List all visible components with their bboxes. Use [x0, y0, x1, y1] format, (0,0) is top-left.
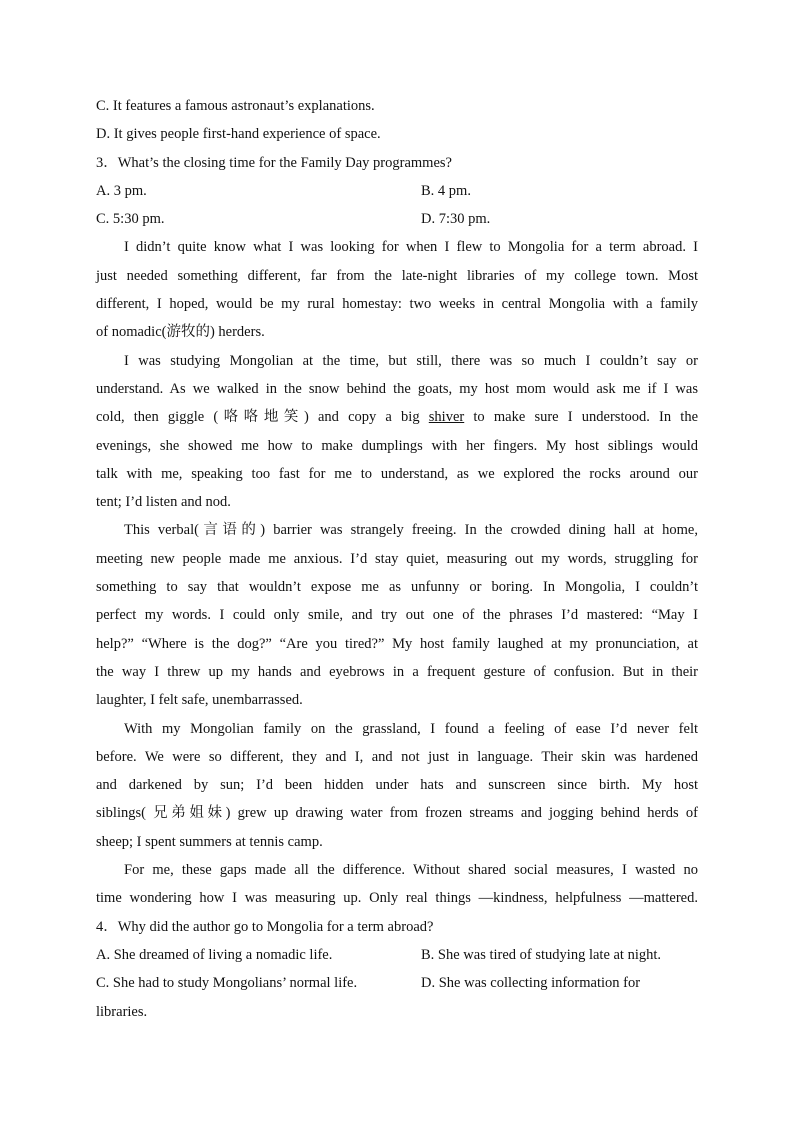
q4-options-row-1: [96, 941, 698, 969]
underlined-word: shiver: [428, 409, 465, 426]
passage-line: of nomadic(游牧的) herders.: [96, 324, 265, 341]
passage-line: With my Mongolian family on the grassland, I found a feeling of ease I’d never felt: [124, 720, 698, 737]
passage-line: tent; I’d listen and nod.: [96, 494, 231, 511]
passage-text: cold, then giggle (咯咯地笑) and copy a big: [96, 409, 420, 426]
passage-line: talk with me, speaking too fast for me to understand, as we explored the rocks around our: [96, 465, 698, 482]
q3-options-row-1: [96, 177, 698, 205]
passage-paragraph-5: [96, 856, 698, 913]
passage-line: the way I threw up my hands and eyebrows in a frequent gesture of confusion. But in their: [96, 663, 698, 680]
passage-line: meeting new people made me anxious. I’d stay quiet, measuring out my words, struggling for: [96, 550, 698, 567]
passage-line: evenings, she showed me how to make dumplings with her fingers. My host siblings would: [96, 437, 698, 454]
q3-option-c: C. 5:30 pm.: [96, 211, 165, 228]
passage-line: laughter, I felt safe, unembarrassed.: [96, 692, 303, 709]
q4-option-a: A. She dreamed of living a nomadic life.: [96, 946, 333, 963]
passage-line: just needed something different, far from the late-night libraries of my college town. Most: [96, 267, 698, 284]
q4-option-d: D. She was collecting information for: [421, 975, 641, 992]
passage-line: siblings( 兄弟姐妹) grew up drawing water from frozen streams and jogging behind herds of: [96, 805, 698, 822]
passage-line: different, I hoped, would be my rural homestay: two weeks in central Mongolia with a family: [96, 296, 698, 313]
passage-line: This verbal(言语的) barrier was strangely freeing. In the crowded dining hall at home,: [124, 522, 698, 539]
q4-option-b: B. She was tired of studying late at night.: [421, 946, 662, 963]
exam-page: [96, 92, 698, 1026]
q3-option-d: D. 7:30 pm.: [421, 211, 491, 228]
passage-line: time wondering how I was measuring up. Only real things —kindness, helpfulness —mattered.: [96, 890, 698, 907]
passage-line: and darkened by sun; I’d been hidden under hats and sunscreen since birth. My host: [96, 777, 698, 794]
passage-text: to make sure I understood. In the: [464, 409, 699, 426]
passage-line-with-underline: [96, 403, 698, 431]
passage-line: I didn’t quite know what I was looking for when I flew to Mongolia for a term abroad. I: [124, 239, 698, 256]
q4-stem: 4．Why did the author go to Mongolia for a term abroad?: [96, 918, 434, 935]
passage-line: sheep; I spent summers at tennis camp.: [96, 833, 323, 850]
passage-line: For me, these gaps made all the difference. Without shared social measures, I wasted no: [124, 862, 698, 879]
q4-option-c: C. She had to study Mongolians’ normal life.: [96, 975, 358, 992]
passage-paragraph-4: [96, 715, 698, 856]
q2-option-d: D. It gives people first-hand experience of space.: [96, 126, 381, 143]
passage-paragraph-3: [96, 516, 698, 714]
q4-options-row-2: [96, 969, 698, 997]
passage-line: understand. As we walked in the snow behind the goats, my host mom would ask me if I was: [96, 380, 698, 397]
q3-option-b: B. 4 pm.: [421, 182, 471, 199]
q2-option-c: C. It features a famous astronaut’s explanations.: [96, 98, 375, 114]
passage-paragraph-2: [96, 347, 698, 517]
passage-line: help?” “Where is the dog?” “Are you tired?” My host family laughed at my pronunciation, at: [96, 635, 698, 652]
q3-stem: 3．What’s the closing time for the Family Day programmes?: [96, 154, 452, 171]
q3-options-row-2: [96, 205, 698, 233]
passage-line: perfect my words. I could only smile, and try out one of the phrases I’d mastered: “May I: [96, 607, 698, 624]
passage-line: I was studying Mongolian at the time, but still, there was so much I couldn’t say or: [124, 352, 698, 369]
passage-line: before. We were so different, they and I, and not just in language. Their skin was hardened: [96, 748, 698, 765]
q3-option-a: A. 3 pm.: [96, 182, 147, 199]
q4-option-d-continued: libraries.: [96, 1003, 148, 1020]
passage-line: something to say that wouldn’t expose me as unfunny or boring. In Mongolia, I couldn’t: [96, 579, 698, 596]
passage-paragraph-1: [96, 233, 698, 346]
